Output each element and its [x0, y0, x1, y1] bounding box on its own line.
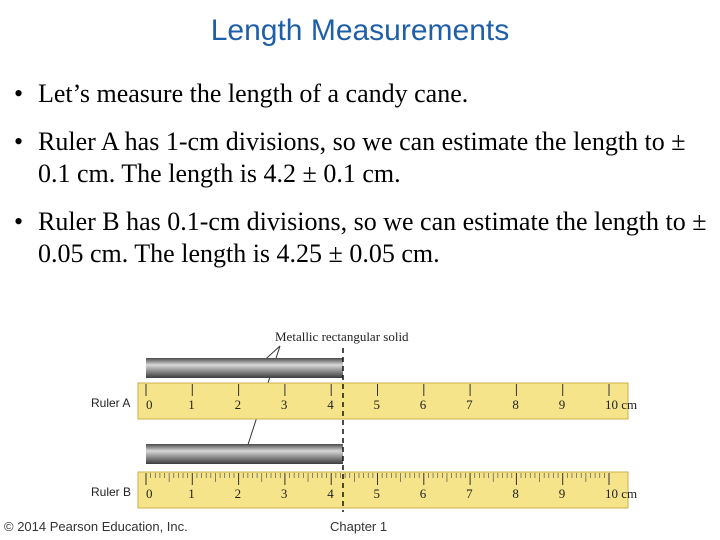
tick-label: 0 — [146, 486, 153, 501]
tick-label: 3 — [280, 397, 288, 412]
bullet-list — [14, 78, 714, 286]
tick-label: 2 — [234, 486, 242, 501]
tick-label: 1 — [188, 397, 195, 412]
ruler-a — [138, 383, 628, 419]
tick-label: 6 — [419, 397, 427, 412]
tick-label: 4 — [327, 486, 334, 501]
tick-label: 3 — [280, 486, 288, 501]
chapter-footer: Chapter 1 — [330, 519, 388, 534]
tick-label: 7 — [466, 486, 473, 501]
tick-label: 4 — [327, 397, 334, 412]
tick-label: 6 — [419, 486, 427, 501]
tick-label: 5 — [373, 397, 380, 412]
tick-label: 2 — [234, 397, 242, 412]
copyright-footer: © 2014 Pearson Education, Inc. — [4, 519, 188, 534]
tick-label: 1 — [188, 486, 195, 501]
slide-title: Length Measurements — [210, 14, 510, 47]
tick-label: 9 — [558, 397, 566, 412]
bullet-text: Ruler B has 0.1-cm divisions, so we can estimate the length to ± 0.05 cm. The length is 4.25 ± 0.05 cm. — [38, 207, 707, 268]
tick-label: 7 — [466, 397, 473, 412]
bullet-dot: • — [14, 79, 24, 108]
metal-solid-b — [146, 444, 343, 464]
ruler-a-label: Ruler A — [91, 396, 131, 410]
bullet-dot: • — [14, 207, 24, 236]
ruler-b-label: Ruler B — [91, 485, 132, 499]
tick-label: 10 cm — [605, 486, 638, 501]
tick-label: 9 — [558, 486, 566, 501]
ruler-figure — [0, 320, 720, 520]
bullet-item — [14, 78, 714, 110]
tick-label: 8 — [512, 486, 519, 501]
tick-label: 8 — [512, 397, 519, 412]
tick-label: 0 — [146, 397, 153, 412]
bullet-text: Ruler A has 1-cm divisions, so we can estimate the length to ± 0.1 cm. The length is 4.2 ± 0.1 cm. — [38, 127, 686, 188]
bullet-item — [14, 126, 714, 190]
callout-label: Metallic rectangular solid — [275, 329, 409, 344]
bullet-dot: • — [14, 127, 24, 156]
bullet-item — [14, 206, 714, 270]
metal-solid-a — [146, 358, 343, 378]
tick-label: 5 — [373, 486, 380, 501]
bullet-text: Let’s measure the length of a candy cane. — [38, 79, 469, 108]
ruler-b — [138, 472, 628, 508]
tick-label: 10 cm — [605, 397, 638, 412]
